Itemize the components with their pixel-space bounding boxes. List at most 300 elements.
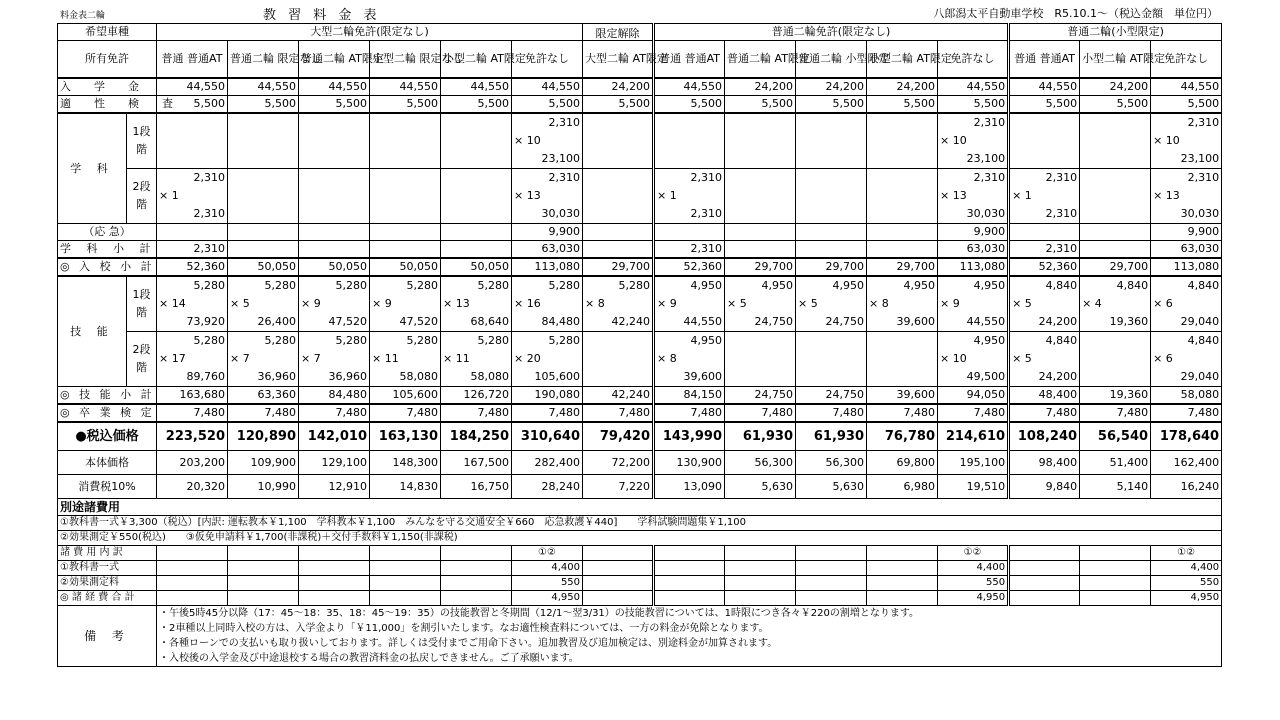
gino_sub-cell: 190,080 bbox=[512, 387, 583, 405]
gino_sub-cell: 84,480 bbox=[299, 387, 370, 405]
nyuko_sub-cell: 29,700 bbox=[583, 258, 654, 276]
zeikomi-cell: 178,640 bbox=[1151, 422, 1222, 451]
nyuko_sub-cell: 52,360 bbox=[1009, 258, 1080, 276]
gakka1-part: × 10 bbox=[1153, 134, 1180, 147]
gakka2-part bbox=[1082, 205, 1148, 223]
gino2-part: 58,080 bbox=[470, 370, 509, 383]
gino1-part: 5,280 bbox=[548, 279, 581, 292]
gakka1-part bbox=[159, 114, 225, 132]
gakka2-part: 2,310 bbox=[1187, 171, 1220, 184]
gino_sub-cell: 58,080 bbox=[1151, 387, 1222, 405]
gino2-part: 5,280 bbox=[548, 334, 581, 347]
gino2-part: 58,080 bbox=[399, 370, 438, 383]
tax-cell: 5,140 bbox=[1080, 475, 1151, 499]
gino_sub-cell: 84,150 bbox=[654, 387, 725, 405]
sotsugyo-cell: 7,480 bbox=[867, 404, 938, 422]
gakka1-part bbox=[159, 150, 225, 168]
gakka2-part bbox=[585, 187, 650, 205]
zeikomi-cell: 310,640 bbox=[512, 422, 583, 451]
gino1-part: 5,280 bbox=[406, 279, 438, 292]
koka-cell: 550 bbox=[938, 576, 1009, 591]
gakka1-part bbox=[1012, 114, 1077, 132]
gakka1-part: 23,100 bbox=[541, 152, 581, 165]
gino2-part bbox=[585, 350, 650, 368]
gino1-cell bbox=[583, 276, 654, 332]
koka-cell bbox=[867, 576, 938, 591]
gino1-cell bbox=[512, 276, 583, 332]
shokei-cell bbox=[1009, 591, 1080, 606]
sotsugyo-cell: 7,480 bbox=[583, 404, 654, 422]
gakka2-part: 2,310 bbox=[193, 207, 225, 220]
gakka1-part: 23,100 bbox=[966, 152, 1006, 165]
oukyu-cell bbox=[796, 224, 867, 241]
gino1-part: 5,280 bbox=[477, 279, 509, 292]
sotsugyo-cell: 7,480 bbox=[725, 404, 796, 422]
nyuko_sub-cell: 113,080 bbox=[938, 258, 1009, 276]
row-label: 学 科 小 計 bbox=[58, 241, 157, 259]
fee-table bbox=[57, 23, 1222, 667]
gakka1-part bbox=[230, 132, 296, 150]
nyugaku-cell: 24,200 bbox=[1080, 78, 1151, 96]
hontai-cell: 203,200 bbox=[157, 451, 228, 475]
koka-cell bbox=[583, 576, 654, 591]
row-label: ●税込価格 bbox=[58, 422, 157, 451]
gakka_sub-cell bbox=[1080, 241, 1151, 259]
gakka2-cell bbox=[441, 169, 512, 224]
gino1-part: 84,480 bbox=[541, 315, 581, 328]
sotsugyo-cell: 7,480 bbox=[157, 404, 228, 422]
table-row bbox=[58, 96, 1222, 114]
gino2-cell bbox=[512, 332, 583, 387]
gakka2-part bbox=[585, 169, 650, 187]
table-row bbox=[58, 404, 1222, 422]
gakka_sub-cell bbox=[228, 241, 299, 259]
gakka1-part: 2,310 bbox=[973, 116, 1006, 129]
gakka2-part: × 13 bbox=[514, 189, 541, 202]
table-row bbox=[58, 78, 1222, 96]
oukyu-cell bbox=[441, 224, 512, 241]
gakka1-part bbox=[727, 114, 793, 132]
gakka1-cell bbox=[512, 113, 583, 169]
nyugaku-cell: 44,550 bbox=[938, 78, 1009, 96]
gino2-part: 5,280 bbox=[193, 334, 225, 347]
table-row bbox=[58, 531, 1222, 546]
gakka_sub-cell: 2,310 bbox=[157, 241, 228, 259]
gino2-cell bbox=[796, 332, 867, 387]
group-gentei-kaijo: 限定解除 bbox=[583, 24, 654, 41]
tekisei-cell: 5,500 bbox=[299, 96, 370, 114]
hontai-cell: 109,900 bbox=[228, 451, 299, 475]
tax-cell: 9,840 bbox=[1009, 475, 1080, 499]
gakka2-part bbox=[1082, 169, 1148, 187]
kyokasho-cell: 4,400 bbox=[512, 561, 583, 576]
gakka1-part bbox=[657, 132, 722, 150]
gakka_sub-cell: 2,310 bbox=[1009, 241, 1080, 259]
gino1-cell bbox=[938, 276, 1009, 332]
sotsugyo-cell: 7,480 bbox=[1009, 404, 1080, 422]
gino1-part: 5,280 bbox=[193, 279, 225, 292]
shokei-cell bbox=[441, 591, 512, 606]
gino2-part bbox=[1082, 368, 1148, 386]
nyugaku-cell: 44,550 bbox=[228, 78, 299, 96]
gino_sub-cell: 126,720 bbox=[441, 387, 512, 405]
row-label: 1段階 bbox=[127, 276, 157, 332]
oukyu-cell: 9,900 bbox=[1151, 224, 1222, 241]
row-label: 適 性 検 査 bbox=[58, 96, 157, 114]
table-row bbox=[58, 591, 1222, 606]
gino1-part: × 16 bbox=[514, 297, 541, 310]
gakka2-part bbox=[443, 205, 509, 223]
nyugaku-cell: 24,200 bbox=[867, 78, 938, 96]
gakka2-part bbox=[1082, 187, 1148, 205]
hontai-cell: 72,200 bbox=[583, 451, 654, 475]
gakka1-part bbox=[443, 150, 509, 168]
table-row bbox=[58, 422, 1222, 451]
gakka1-part bbox=[1012, 132, 1077, 150]
gino1-cell bbox=[1151, 276, 1222, 332]
gino1-part: 24,750 bbox=[825, 315, 865, 328]
table-row bbox=[58, 241, 1222, 259]
tekisei-cell: 5,500 bbox=[867, 96, 938, 114]
gino1-part: 4,950 bbox=[903, 279, 936, 292]
table-row bbox=[58, 24, 1222, 41]
gino1-cell bbox=[299, 276, 370, 332]
hontai-cell: 56,300 bbox=[796, 451, 867, 475]
gakka2-part: × 13 bbox=[1153, 189, 1180, 202]
gino2-part: × 5 bbox=[1012, 352, 1032, 365]
gino1-part: × 5 bbox=[1012, 297, 1032, 310]
gakka2-part bbox=[727, 205, 793, 223]
extra-line-1: ①教科書一式￥3,300（税込）[内訳: 運転教本￥1,100 学科教本￥1,100 みんなを守る交通安全￥660 応急救護￥440] 学科試験問題集￥1,100 bbox=[58, 516, 1222, 531]
gakka2-part bbox=[372, 169, 438, 187]
gakka1-part bbox=[585, 114, 650, 132]
shohi-cell bbox=[1080, 546, 1151, 561]
kyokasho-cell bbox=[1080, 561, 1151, 576]
kyokasho-cell bbox=[157, 561, 228, 576]
shokei-cell bbox=[654, 591, 725, 606]
gakka_sub-cell bbox=[867, 241, 938, 259]
gino1-part: 44,550 bbox=[683, 315, 723, 328]
table-row bbox=[58, 561, 1222, 576]
nyugaku-cell: 24,200 bbox=[796, 78, 867, 96]
gakka2-part bbox=[443, 169, 509, 187]
oukyu-cell bbox=[654, 224, 725, 241]
gakka2-part bbox=[372, 205, 438, 223]
group-kogata: 普通二輪(小型限定) bbox=[1009, 24, 1222, 41]
gino2-part bbox=[869, 350, 935, 368]
oukyu-cell bbox=[370, 224, 441, 241]
tax-cell: 12,910 bbox=[299, 475, 370, 499]
gino1-part: 29,040 bbox=[1180, 315, 1220, 328]
gino1-part: × 5 bbox=[727, 297, 747, 310]
gino1-part: 4,950 bbox=[973, 279, 1006, 292]
gakka2-part bbox=[798, 169, 864, 187]
kyokasho-cell bbox=[228, 561, 299, 576]
nyuko_sub-cell: 113,080 bbox=[1151, 258, 1222, 276]
koka-cell bbox=[1009, 576, 1080, 591]
row-label: 2段階 bbox=[127, 332, 157, 387]
table-row bbox=[58, 258, 1222, 276]
nyuko_sub-cell: 50,050 bbox=[370, 258, 441, 276]
zeikomi-cell: 184,250 bbox=[441, 422, 512, 451]
gakka2-cell bbox=[654, 169, 725, 224]
gakka2-part bbox=[798, 187, 864, 205]
tekisei-cell: 5,500 bbox=[725, 96, 796, 114]
sheet-tag: 料金表二輪 bbox=[60, 11, 106, 21]
gakka2-part: 30,030 bbox=[966, 207, 1006, 220]
shohi-cell: ①② bbox=[1151, 546, 1222, 561]
gakka1-part bbox=[372, 114, 438, 132]
row-label: ◎ 入 校 小 計 bbox=[58, 258, 157, 276]
gakka1-cell bbox=[1080, 113, 1151, 169]
nyugaku-cell: 44,550 bbox=[1151, 78, 1222, 96]
nyuko_sub-cell: 29,700 bbox=[796, 258, 867, 276]
gino2-part: × 8 bbox=[657, 352, 677, 365]
zeikomi-cell: 61,930 bbox=[796, 422, 867, 451]
gino2-part: × 11 bbox=[443, 352, 470, 365]
gakka_sub-cell bbox=[583, 241, 654, 259]
table-row bbox=[58, 387, 1222, 405]
zeikomi-cell: 76,780 bbox=[867, 422, 938, 451]
zeikomi-cell: 120,890 bbox=[228, 422, 299, 451]
gino2-part: × 11 bbox=[372, 352, 399, 365]
gakka1-cell bbox=[299, 113, 370, 169]
koka-cell: 550 bbox=[1151, 576, 1222, 591]
shokei-cell: 4,950 bbox=[938, 591, 1009, 606]
gakka2-cell bbox=[228, 169, 299, 224]
shohi-cell bbox=[157, 546, 228, 561]
license-header: 免許なし bbox=[512, 41, 583, 79]
table-row bbox=[58, 499, 1222, 516]
gino1-cell bbox=[725, 276, 796, 332]
tax-cell: 19,510 bbox=[938, 475, 1009, 499]
nyuko_sub-cell: 50,050 bbox=[299, 258, 370, 276]
gakka2-cell bbox=[157, 169, 228, 224]
gakka2-cell bbox=[867, 169, 938, 224]
page-title: 教 習 料 金 表 bbox=[263, 8, 381, 23]
gino2-part: × 10 bbox=[940, 352, 967, 365]
extra-line-2: ②効果測定￥550(税込) ③仮免申請料￥1,700(非課税)＋交付手数料￥1,150(非課税) bbox=[58, 531, 1222, 546]
school-and-date: 八郎潟太平自動車学校 R5.10.1～（税込金額 単位円） bbox=[933, 7, 1218, 20]
row-label: 本体価格 bbox=[58, 451, 157, 475]
gino2-cell bbox=[583, 332, 654, 387]
gino1-part: × 9 bbox=[301, 297, 321, 310]
gino1-part: × 9 bbox=[657, 297, 677, 310]
gino1-part: 68,640 bbox=[470, 315, 509, 328]
note-line: ・各種ローンでの支払いも取り扱いしております。詳しくは受付までご用命下さい。追加教習及び追加検定は、別途料金が加算されます。 bbox=[159, 638, 778, 649]
gakka2-part bbox=[869, 205, 935, 223]
gakka1-cell bbox=[583, 113, 654, 169]
license-header: 普通 普通AT bbox=[1009, 41, 1080, 79]
tekisei-cell: 5,500 bbox=[796, 96, 867, 114]
table-row bbox=[58, 332, 1222, 387]
shohi-cell bbox=[299, 546, 370, 561]
gino2-cell bbox=[654, 332, 725, 387]
row-label: ◎ 諸 経 費 合 計 bbox=[58, 591, 157, 606]
sotsugyo-cell: 7,480 bbox=[441, 404, 512, 422]
gakka1-part bbox=[1082, 132, 1148, 150]
nyugaku-cell: 44,550 bbox=[512, 78, 583, 96]
tekisei-cell: 5,500 bbox=[228, 96, 299, 114]
gakka1-part bbox=[657, 114, 722, 132]
gakka1-part bbox=[1082, 114, 1148, 132]
gino2-part: × 20 bbox=[514, 352, 541, 365]
gino_sub-cell: 48,400 bbox=[1009, 387, 1080, 405]
gakka2-part bbox=[869, 169, 935, 187]
gino1-part: 47,520 bbox=[328, 315, 367, 328]
shokei-cell bbox=[796, 591, 867, 606]
gino1-part: 4,840 bbox=[1045, 279, 1078, 292]
gino1-part: 26,400 bbox=[257, 315, 296, 328]
table-row bbox=[58, 276, 1222, 332]
note-line: ・入校後の入学金及び中途退校する場合の教習済料金の払戻しできません。ご了承願います。 bbox=[159, 653, 579, 664]
gino1-part: 4,950 bbox=[832, 279, 865, 292]
gino1-part: 5,280 bbox=[264, 279, 296, 292]
koka-cell bbox=[796, 576, 867, 591]
gino2-part bbox=[727, 332, 793, 350]
nyugaku-cell: 44,550 bbox=[157, 78, 228, 96]
gino2-part: 4,840 bbox=[1187, 334, 1220, 347]
kyokasho-cell bbox=[725, 561, 796, 576]
gakka_sub-cell bbox=[299, 241, 370, 259]
row-label: 備 考 bbox=[58, 606, 157, 667]
gakka2-cell bbox=[299, 169, 370, 224]
gakka1-part: × 10 bbox=[514, 134, 541, 147]
tekisei-cell: 5,500 bbox=[1080, 96, 1151, 114]
gakka1-cell bbox=[1151, 113, 1222, 169]
gakka1-part bbox=[230, 114, 296, 132]
gakka1-part: × 10 bbox=[940, 134, 967, 147]
gakka1-cell bbox=[654, 113, 725, 169]
desired-label: 希望車種 bbox=[58, 24, 157, 41]
nyugaku-cell: 44,550 bbox=[441, 78, 512, 96]
oukyu-cell bbox=[583, 224, 654, 241]
row-label: 学 科 bbox=[58, 113, 127, 224]
tax-cell: 16,240 bbox=[1151, 475, 1222, 499]
gino2-part bbox=[869, 332, 935, 350]
license-header: 普通 普通AT bbox=[654, 41, 725, 79]
gino2-part: × 17 bbox=[159, 352, 186, 365]
shokei-cell bbox=[299, 591, 370, 606]
hontai-cell: 69,800 bbox=[867, 451, 938, 475]
gakka1-cell bbox=[370, 113, 441, 169]
gakka2-part: × 13 bbox=[940, 189, 967, 202]
gakka1-part bbox=[585, 132, 650, 150]
table-row bbox=[58, 41, 1222, 79]
nyuko_sub-cell: 29,700 bbox=[725, 258, 796, 276]
note-line: ・2車種以上同時入校の方は、入学金より「￥11,000」を割引いたします。なお適性検査料については、一方の料金が免除となります。 bbox=[159, 623, 769, 634]
gakka2-part: × 1 bbox=[159, 189, 179, 202]
row-label: ◎ 技 能 小 計 bbox=[58, 387, 157, 405]
gino2-part: 24,200 bbox=[1038, 370, 1078, 383]
gakka2-cell bbox=[370, 169, 441, 224]
gino1-part: 4,840 bbox=[1116, 279, 1149, 292]
gakka1-cell bbox=[441, 113, 512, 169]
license-header: 小型二輪 AT限定 bbox=[441, 41, 512, 79]
gino1-part: 47,520 bbox=[399, 315, 438, 328]
tekisei-cell: 5,500 bbox=[157, 96, 228, 114]
gakka1-part bbox=[798, 114, 864, 132]
gakka2-part bbox=[301, 187, 367, 205]
gakka_sub-cell bbox=[796, 241, 867, 259]
shohi-cell bbox=[441, 546, 512, 561]
gino2-part: 5,280 bbox=[335, 334, 367, 347]
gakka2-cell bbox=[512, 169, 583, 224]
oukyu-cell bbox=[299, 224, 370, 241]
gino2-part: 29,040 bbox=[1180, 370, 1220, 383]
gino1-part: × 8 bbox=[869, 297, 889, 310]
shohi-cell: ①② bbox=[938, 546, 1009, 561]
tax-cell: 14,830 bbox=[370, 475, 441, 499]
gino1-cell bbox=[157, 276, 228, 332]
gino_sub-cell: 24,750 bbox=[725, 387, 796, 405]
gakka2-part bbox=[230, 205, 296, 223]
koka-cell bbox=[725, 576, 796, 591]
nyuko_sub-cell: 52,360 bbox=[654, 258, 725, 276]
gakka2-part bbox=[372, 187, 438, 205]
gino2-part bbox=[585, 368, 650, 386]
zeikomi-cell: 143,990 bbox=[654, 422, 725, 451]
kyokasho-cell: 4,400 bbox=[938, 561, 1009, 576]
gakka2-part bbox=[727, 169, 793, 187]
gakka2-cell bbox=[1151, 169, 1222, 224]
sotsugyo-cell: 7,480 bbox=[228, 404, 299, 422]
gino1-part: 39,600 bbox=[896, 315, 936, 328]
gakka1-part bbox=[372, 150, 438, 168]
gakka2-part: × 1 bbox=[657, 189, 677, 202]
nyugaku-cell: 44,550 bbox=[299, 78, 370, 96]
zeikomi-cell: 79,420 bbox=[583, 422, 654, 451]
gakka1-part bbox=[869, 114, 935, 132]
gakka1-part bbox=[869, 132, 935, 150]
gino2-part bbox=[798, 350, 864, 368]
gino2-part bbox=[1082, 350, 1148, 368]
shohi-cell bbox=[583, 546, 654, 561]
gino1-cell bbox=[441, 276, 512, 332]
koka-cell: 550 bbox=[512, 576, 583, 591]
gino1-part: 4,950 bbox=[761, 279, 794, 292]
gino1-cell bbox=[1080, 276, 1151, 332]
gino2-part bbox=[798, 368, 864, 386]
gino1-cell bbox=[654, 276, 725, 332]
gino2-part: × 7 bbox=[301, 352, 321, 365]
gino1-cell bbox=[1009, 276, 1080, 332]
gakka1-part bbox=[230, 150, 296, 168]
gakka_sub-cell: 2,310 bbox=[654, 241, 725, 259]
gakka1-part bbox=[301, 114, 367, 132]
kyokasho-cell bbox=[441, 561, 512, 576]
gakka2-cell bbox=[1009, 169, 1080, 224]
table-row bbox=[58, 606, 1222, 667]
gino2-cell bbox=[1009, 332, 1080, 387]
row-label: （応 急） bbox=[58, 224, 157, 241]
gakka1-part bbox=[159, 132, 225, 150]
gino_sub-cell: 39,600 bbox=[867, 387, 938, 405]
gakka2-part bbox=[301, 169, 367, 187]
gino_sub-cell: 105,600 bbox=[370, 387, 441, 405]
gakka2-cell bbox=[938, 169, 1009, 224]
tax-cell: 20,320 bbox=[157, 475, 228, 499]
gino2-part: 49,500 bbox=[966, 370, 1006, 383]
oukyu-cell bbox=[1009, 224, 1080, 241]
nyugaku-cell: 24,200 bbox=[725, 78, 796, 96]
gakka2-part: 2,310 bbox=[690, 171, 723, 184]
gino_sub-cell: 94,050 bbox=[938, 387, 1009, 405]
tax-cell: 5,630 bbox=[796, 475, 867, 499]
gino1-part: 73,920 bbox=[186, 315, 225, 328]
oukyu-cell: 9,900 bbox=[512, 224, 583, 241]
gakka1-part: 23,100 bbox=[1180, 152, 1220, 165]
